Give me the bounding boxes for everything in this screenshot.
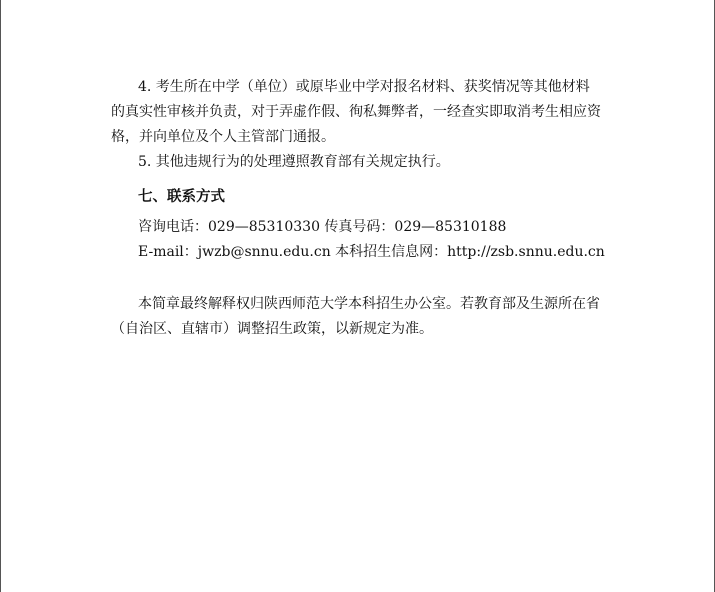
item4-line1: 4. 考生所在中学（单位）或原毕业中学对报名材料、获奖情况等其他材料 — [138, 79, 590, 95]
item4-line3: 格，并向单位及个人主管部门通报。 — [111, 129, 335, 145]
contact-web-line: E-mail：jwzb@snnu.edu.cn 本科招生信息网：http://zsb.snnu.edu.cn — [138, 244, 605, 260]
contact-heading: 七、联系方式 — [138, 189, 225, 205]
contact-phone-line: 咨询电话：029—85310330 传真号码：029—85310188 — [138, 219, 507, 235]
closing-line2: （自治区、直辖市）调整招生政策，以新规定为准。 — [111, 321, 433, 337]
item4-line2: 的真实性审核并负责，对于弄虚作假、徇私舞弊者，一经查实即取消考生相应资 — [111, 104, 601, 120]
item5-line: 5. 其他违规行为的处理遵照教育部有关规定执行。 — [138, 154, 450, 170]
closing-line1: 本简章最终解释权归陕西师范大学本科招生办公室。若教育部及生源所在省 — [138, 296, 600, 312]
